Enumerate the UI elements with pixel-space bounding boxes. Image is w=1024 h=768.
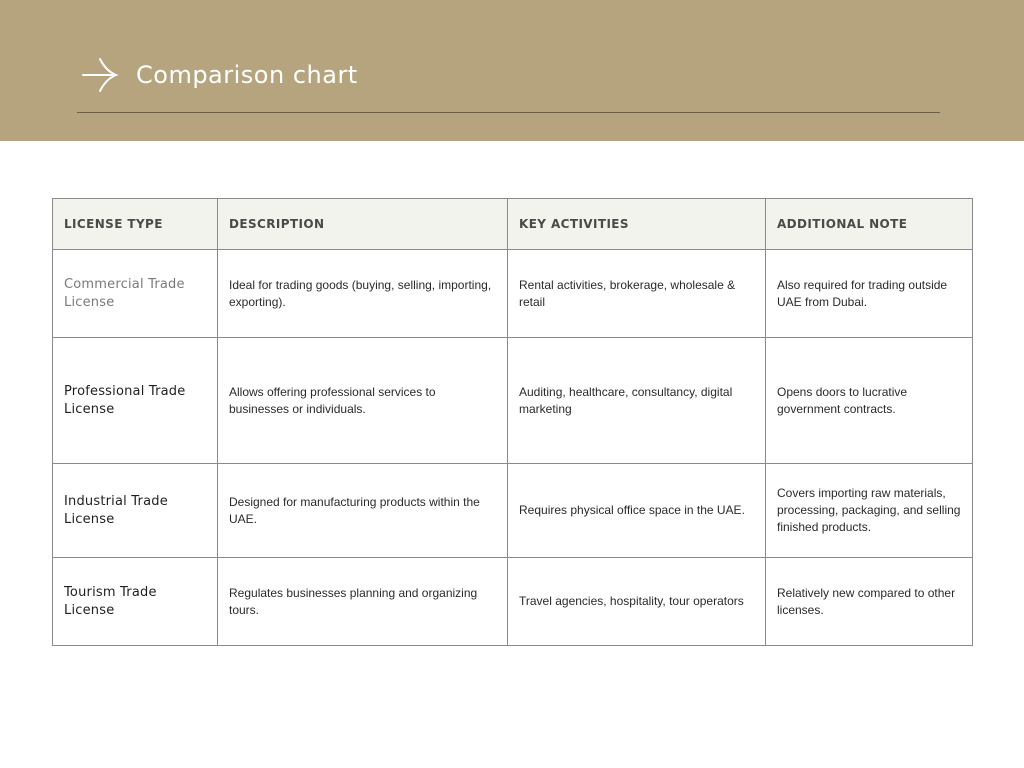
arrow-right-icon bbox=[80, 55, 120, 95]
column-header-additional-note: ADDITIONAL NOTE bbox=[766, 199, 973, 250]
table-row bbox=[53, 338, 973, 464]
comparison-table bbox=[52, 198, 973, 646]
license-type-cell: Tourism Trade License bbox=[53, 558, 218, 646]
column-header-license-type: LICENSE TYPE bbox=[53, 199, 218, 250]
additional-note-cell: Opens doors to lucrative government contracts. bbox=[766, 338, 973, 464]
key-activities-cell: Auditing, healthcare, consultancy, digital marketing bbox=[508, 338, 766, 464]
key-activities-cell: Rental activities, brokerage, wholesale & retail bbox=[508, 250, 766, 338]
page-title: Comparison chart bbox=[136, 61, 358, 89]
additional-note-cell: Covers importing raw materials, processing, packaging, and selling finished products. bbox=[766, 464, 973, 558]
header-divider bbox=[77, 112, 940, 113]
additional-note-cell: Also required for trading outside UAE from Dubai. bbox=[766, 250, 973, 338]
header-banner bbox=[0, 0, 1024, 141]
license-type-cell: Commercial Trade License bbox=[53, 250, 218, 338]
table-row bbox=[53, 558, 973, 646]
column-header-description: DESCRIPTION bbox=[218, 199, 508, 250]
description-cell: Ideal for trading goods (buying, selling, importing, exporting). bbox=[218, 250, 508, 338]
description-cell: Designed for manufacturing products within the UAE. bbox=[218, 464, 508, 558]
license-type-cell: Industrial Trade License bbox=[53, 464, 218, 558]
description-cell: Allows offering professional services to businesses or individuals. bbox=[218, 338, 508, 464]
license-type-cell: Professional Trade License bbox=[53, 338, 218, 464]
additional-note-cell: Relatively new compared to other licenses. bbox=[766, 558, 973, 646]
description-cell: Regulates businesses planning and organizing tours. bbox=[218, 558, 508, 646]
table-row bbox=[53, 464, 973, 558]
key-activities-cell: Travel agencies, hospitality, tour operators bbox=[508, 558, 766, 646]
table-header-row bbox=[53, 199, 973, 250]
table-row bbox=[53, 250, 973, 338]
column-header-key-activities: KEY ACTIVITIES bbox=[508, 199, 766, 250]
key-activities-cell: Requires physical office space in the UAE. bbox=[508, 464, 766, 558]
